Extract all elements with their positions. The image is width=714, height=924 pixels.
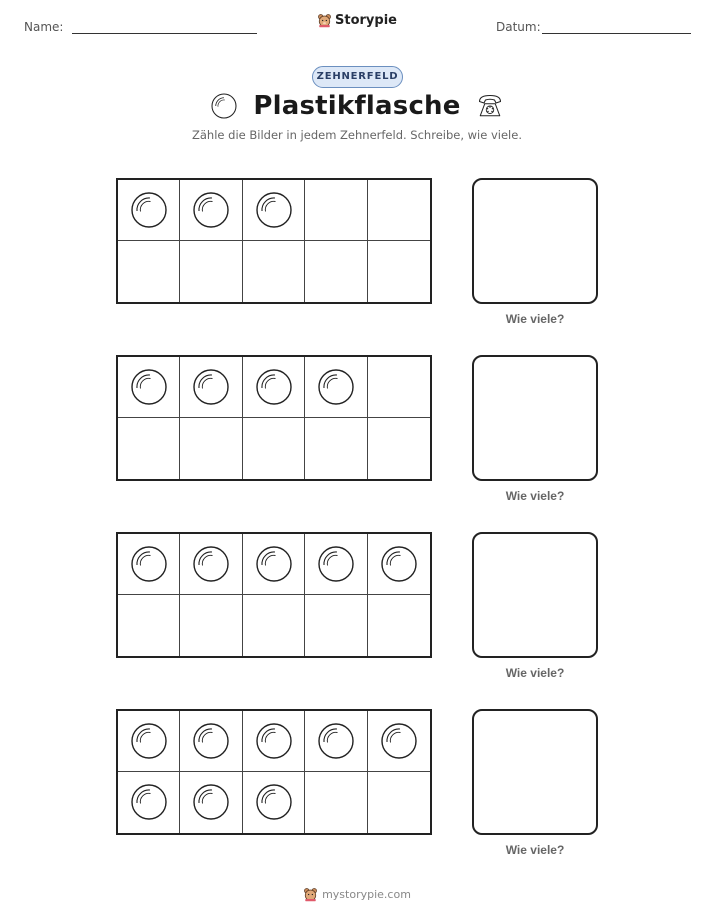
bubble-icon bbox=[209, 91, 239, 121]
bubble-icon bbox=[191, 190, 231, 230]
storypie-bear-logo-icon bbox=[317, 13, 332, 28]
ten-frame bbox=[116, 532, 432, 658]
title-row bbox=[0, 91, 714, 121]
ten-frame-cell bbox=[118, 772, 180, 833]
ten-frame-cell bbox=[368, 534, 430, 595]
ten-frame-cell bbox=[118, 711, 180, 772]
ten-frame-cell bbox=[305, 595, 367, 656]
bubble-icon bbox=[254, 782, 294, 822]
ten-frame-cell bbox=[118, 534, 180, 595]
ten-frame-cell bbox=[118, 595, 180, 656]
ten-frame-cell bbox=[368, 711, 430, 772]
bubble-icon bbox=[191, 544, 231, 584]
name-label: Name: bbox=[24, 20, 64, 34]
ten-frame-cell bbox=[305, 418, 367, 479]
ten-frame-cell bbox=[118, 357, 180, 418]
bubble-icon bbox=[191, 782, 231, 822]
ten-frame bbox=[116, 709, 432, 835]
bubble-icon bbox=[254, 721, 294, 761]
bubble-icon bbox=[129, 367, 169, 407]
ten-frame bbox=[116, 355, 432, 481]
instruction: Zähle die Bilder in jedem Zehnerfeld. Schreibe, wie viele. bbox=[192, 128, 522, 142]
ten-frame-cell bbox=[180, 711, 242, 772]
bubble-icon bbox=[191, 367, 231, 407]
ten-frame-cell bbox=[180, 180, 242, 241]
bubble-icon bbox=[316, 544, 356, 584]
ten-frame-cell bbox=[243, 418, 305, 479]
answer-label: Wie viele? bbox=[505, 312, 565, 326]
bubble-icon bbox=[129, 190, 169, 230]
ten-frame-cell bbox=[118, 241, 180, 302]
bubble-icon bbox=[316, 367, 356, 407]
ten-frame-cell bbox=[243, 180, 305, 241]
answer-box[interactable] bbox=[472, 532, 598, 658]
bubble-icon bbox=[129, 544, 169, 584]
ten-frame-cell bbox=[118, 418, 180, 479]
ten-frame-cell bbox=[243, 534, 305, 595]
answer-box[interactable] bbox=[472, 709, 598, 835]
answer-label: Wie viele? bbox=[505, 489, 565, 503]
worksheet-title: Plastikflasche bbox=[253, 91, 461, 121]
date-line[interactable] bbox=[542, 33, 691, 34]
ten-frame-cell bbox=[180, 241, 242, 302]
ten-frame-cell bbox=[243, 357, 305, 418]
ten-frame-cell bbox=[180, 418, 242, 479]
ten-frame-cell bbox=[305, 357, 367, 418]
answer-label: Wie viele? bbox=[505, 843, 565, 857]
ten-frame-cell bbox=[180, 534, 242, 595]
answer-box[interactable] bbox=[472, 178, 598, 304]
ten-frame-cell bbox=[305, 772, 367, 833]
bubble-icon bbox=[129, 782, 169, 822]
bubble-icon bbox=[254, 544, 294, 584]
bubble-icon bbox=[129, 721, 169, 761]
ten-frame-cell bbox=[180, 357, 242, 418]
bubble-icon bbox=[254, 367, 294, 407]
ten-frame-cell bbox=[243, 772, 305, 833]
name-line[interactable] bbox=[72, 33, 257, 34]
ten-frame-cell bbox=[368, 595, 430, 656]
ten-frame-cell bbox=[368, 772, 430, 833]
ten-frame-cell bbox=[118, 180, 180, 241]
telephone-icon bbox=[475, 91, 505, 121]
ten-frame-cell bbox=[243, 595, 305, 656]
ten-frame-cell bbox=[243, 711, 305, 772]
brand-name: Storypie bbox=[335, 13, 397, 28]
footer bbox=[0, 887, 714, 905]
answer-label: Wie viele? bbox=[505, 666, 565, 680]
bubble-icon bbox=[191, 721, 231, 761]
ten-frame-cell bbox=[243, 241, 305, 302]
ten-frame-cell bbox=[180, 772, 242, 833]
ten-frame-cell bbox=[305, 711, 367, 772]
bubble-icon bbox=[316, 721, 356, 761]
ten-frame-cell bbox=[368, 241, 430, 302]
ten-frame-cell bbox=[180, 595, 242, 656]
bubble-icon bbox=[379, 544, 419, 584]
answer-box[interactable] bbox=[472, 355, 598, 481]
ten-frame-cell bbox=[368, 180, 430, 241]
ten-frame-cell bbox=[305, 534, 367, 595]
bubble-icon bbox=[379, 721, 419, 761]
ten-frame-cell bbox=[305, 180, 367, 241]
storypie-bear-logo-icon bbox=[303, 887, 318, 902]
ten-frame-cell bbox=[368, 418, 430, 479]
ten-frame bbox=[116, 178, 432, 304]
bubble-icon bbox=[254, 190, 294, 230]
date-label: Datum: bbox=[496, 20, 541, 34]
brand bbox=[0, 13, 714, 32]
ten-frame-cell bbox=[368, 357, 430, 418]
ten-frame-cell bbox=[305, 241, 367, 302]
worksheet-badge: ZEHNERFELD bbox=[312, 66, 403, 88]
footer-url[interactable]: mystorypie.com bbox=[322, 888, 411, 901]
